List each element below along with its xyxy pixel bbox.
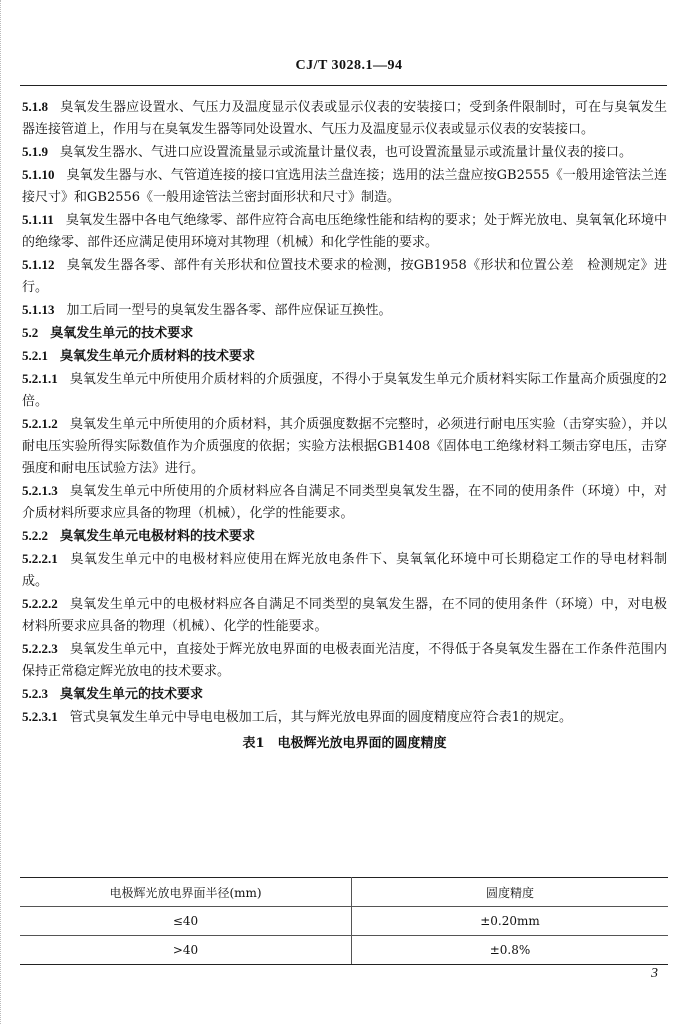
clause-text: 臭氧发生单元中所使用介质材料的介质强度，不得小于臭氧发生单元介质材料实际工作量高介质强度的2倍。 [22,372,667,409]
clause-number: 5.2.1.1 [22,371,58,386]
clause-5-2-2-1 [22,548,667,593]
clause-text: 管式臭氧发生单元中导电电极加工后，其与辉光放电界面的圆度精度应符合表1的规定。 [69,710,573,725]
clause-5-1-13 [22,299,667,322]
section-title: 臭氧发生单元介质材料的技术要求 [60,349,256,364]
page-number: 3 [651,966,658,981]
clause-5-1-10 [22,164,667,209]
scan-edge [0,0,9,1024]
column-header-roundness: 圆度精度 [352,878,669,907]
clause-text: 臭氧发生器各零、部件有关形状和位置技术要求的检测，按GB1958《形状和位置公差 检测规定》进行。 [22,258,667,295]
section-title: 臭氧发生单元的技术要求 [50,326,194,341]
roundness-precision-table [20,877,668,965]
clause-text: 臭氧发生单元中所使用的介质材料应各自满足不同类型臭氧发生器，在不同的使用条件（环境）中，对介质材料所要求应具备的物理（机械），化学的性能要求。 [22,484,667,521]
clause-text: 臭氧发生器中各电气绝缘零、部件应符合高电压绝缘性能和结构的要求；处于辉光放电、臭氧氧化环境中的绝缘零、部件还应满足使用环境对其物理（机械）和化学性能的要求。 [22,213,667,250]
clause-text: 臭氧发生器水、气进口应设置流量显示或流量计量仪表，也可设置流量显示或流量计量仪表的接口。 [60,145,633,160]
clause-number: 5.1.8 [22,99,48,114]
clause-number: 5.2.1.3 [22,483,58,498]
clause-number: 5.2.3 [22,686,48,701]
section-5-2-3-heading [22,683,667,706]
clause-5-1-9 [22,141,667,164]
header-divider [20,85,667,86]
clause-number: 5.1.10 [22,167,55,182]
clause-number: 5.1.13 [22,302,55,317]
clause-number: 5.2.2.3 [22,641,58,656]
clause-5-1-12 [22,254,667,299]
table-row [20,936,668,965]
clause-text: 臭氧发生单元中的电极材料应使用在辉光放电条件下、臭氧氧化环境中可长期稳定工作的导电材料制成。 [22,552,667,589]
section-title: 臭氧发生单元电极材料的技术要求 [60,529,256,544]
table-cell-roundness: ±0.20mm [352,907,669,936]
clause-5-2-3-1 [22,706,667,729]
clause-text: 臭氧发生单元中，直接处于辉光放电界面的电极表面光洁度，不得低于各臭氧发生器在工作条件范围内保持正常稳定辉光放电的技术要求。 [22,642,667,679]
table-row [20,907,668,936]
clause-number: 5.2.3.1 [22,709,58,724]
clause-text: 加工后同一型号的臭氧发生器各零、部件应保证互换性。 [66,303,392,318]
table-cell-roundness: ±0.8% [352,936,669,965]
section-5-2-2-heading [22,525,667,548]
section-5-2-heading [22,322,667,345]
clause-number: 5.2.1.2 [22,416,58,431]
clause-number: 5.2.2 [22,528,48,543]
clause-text: 臭氧发生器与水、气管道连接的接口宜选用法兰盘连接；选用的法兰盘应按GB2555《一般用途管法兰连接尺寸》和GB2556《一般用途管法兰密封面形状和尺寸》制造。 [22,168,667,205]
clause-number: 5.2.1 [22,348,48,363]
standard-code-header: CJ/T 3028.1—94 [295,58,403,73]
clause-5-2-1-3 [22,480,667,525]
table-caption: 表1 电极辉光放电界面的圆度精度 [242,736,447,751]
column-header-radius: 电极辉光放电界面半径(mm) [20,878,352,907]
clause-5-2-2-2 [22,593,667,638]
clause-5-2-1-2 [22,413,667,480]
clause-5-2-1-1 [22,368,667,413]
document-body [22,96,667,755]
section-title: 臭氧发生单元的技术要求 [60,687,204,702]
clause-number: 5.1.12 [22,257,55,272]
section-5-2-1-heading [22,345,667,368]
clause-number: 5.2 [22,325,39,340]
clause-number: 5.2.2.1 [22,551,58,566]
clause-text: 臭氧发生器应设置水、气压力及温度显示仪表或显示仪表的安装接口；受到条件限制时，可在与臭氧发生器连接管道上，作用与在臭氧发生器等同处设置水、气压力及温度显示仪表或显示仪表的安装接口。 [22,100,667,137]
clause-5-1-11 [22,209,667,254]
clause-number: 5.2.2.2 [22,596,58,611]
table-cell-radius: >40 [20,936,352,965]
clause-text: 臭氧发生单元中所使用的介质材料，其介质强度数据不完整时，必须进行耐电压实验（击穿实验），并以耐电压实验所得实际数值作为介质强度的依据；实验方法根据GB1408《固体电工绝缘材料工频击穿电压，击穿强度和耐电压试验方法》进行。 [22,417,667,476]
clause-number: 5.1.11 [22,212,54,227]
table-cell-radius: ≤40 [20,907,352,936]
table-header-row [20,878,668,907]
clause-text: 臭氧发生单元中的电极材料应各自满足不同类型的臭氧发生器，在不同的使用条件（环境）中，对电极材料所要求应具备的物理（机械）、化学的性能要求。 [22,597,667,634]
clause-number: 5.1.9 [22,144,48,159]
clause-5-1-8 [22,96,667,141]
clause-5-2-2-3 [22,638,667,683]
